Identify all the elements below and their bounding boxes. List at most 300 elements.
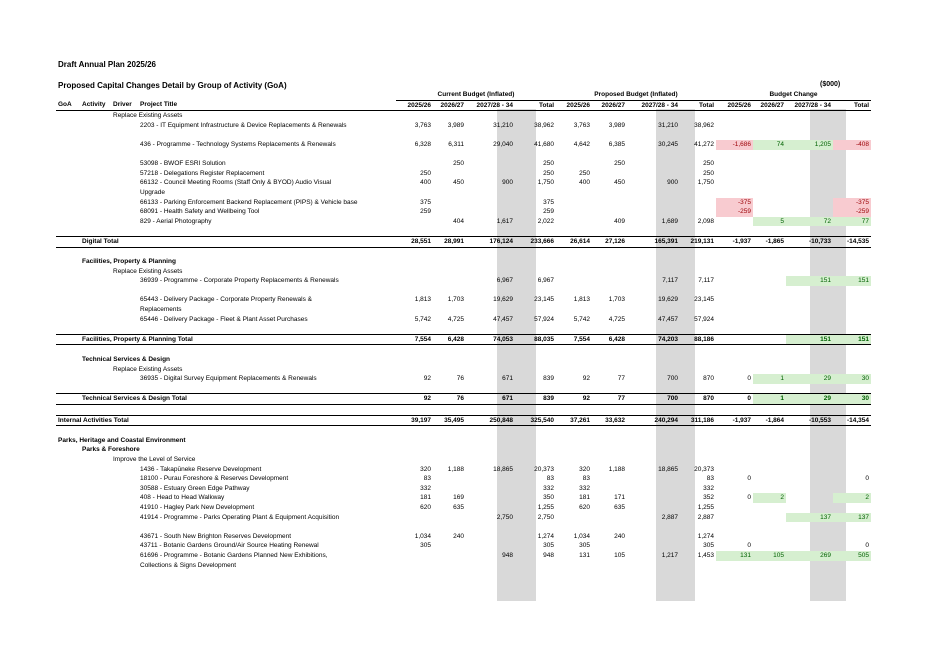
change-value (786, 315, 833, 325)
proposed-value: 240,294 (627, 415, 680, 426)
change-value: 74 (753, 140, 786, 150)
proposed-value (627, 305, 680, 315)
row-label: 2203 - IT Equipment Infrastructure & Device Replacements & Renewals (140, 121, 347, 129)
current-value (466, 541, 515, 551)
current-value (433, 513, 466, 523)
current-value (466, 169, 515, 179)
col-current-total: Total (515, 100, 556, 111)
current-value: 900 (502, 179, 513, 187)
proposed-value (556, 198, 592, 208)
row-label: Facilities, Property & Planning (82, 258, 176, 266)
current-value (466, 455, 515, 465)
proposed-value: 311,186 (680, 415, 716, 426)
budget-change-header: Budget Change (716, 90, 871, 100)
change-value (716, 436, 753, 446)
change-value (716, 169, 753, 179)
current-value (396, 276, 433, 286)
proposed-value: 92 (556, 394, 592, 405)
current-value: 1,617 (496, 217, 513, 225)
current-value: 1,750 (537, 179, 554, 187)
current-value (433, 455, 466, 465)
current-value: 1,813 (414, 296, 431, 304)
current-value (396, 355, 433, 365)
change-value (716, 503, 753, 513)
current-value (466, 257, 515, 267)
proposed-value: 320 (579, 465, 590, 473)
proposed-value: 165,391 (627, 236, 680, 247)
current-value (433, 198, 466, 208)
section-row (56, 257, 871, 267)
table-row (56, 474, 871, 484)
proposed-value: 23,145 (694, 296, 714, 304)
proposed-value: 1,255 (697, 503, 714, 511)
change-value (716, 305, 753, 315)
current-value (433, 267, 466, 277)
current-value: 31,210 (493, 121, 513, 129)
table-row (56, 493, 871, 503)
proposed-value (627, 207, 680, 217)
change-value: -1,937 (716, 236, 753, 247)
current-value: 325,540 (515, 415, 556, 426)
proposed-value: 88,186 (680, 334, 716, 345)
change-value (786, 295, 833, 305)
change-value (786, 365, 833, 375)
current-value: 240 (453, 532, 464, 540)
change-value (716, 178, 753, 188)
change-value (716, 276, 753, 286)
current-value (466, 561, 515, 571)
row-label: 43671 - South New Brighton Reserves Development (140, 532, 292, 540)
change-value (716, 561, 753, 571)
change-value (833, 465, 871, 475)
proposed-value: 250 (614, 160, 625, 168)
proposed-value: 83 (582, 475, 590, 483)
current-value: 39,197 (396, 415, 433, 426)
proposed-value: 105 (614, 551, 625, 559)
table-row (56, 315, 871, 325)
proposed-value (627, 169, 680, 179)
proposed-value (627, 111, 680, 121)
proposed-value: 41,272 (694, 140, 714, 148)
proposed-value: 352 (703, 494, 714, 502)
current-value: 635 (453, 503, 464, 511)
proposed-value (592, 436, 627, 446)
total-row (56, 415, 871, 426)
change-value (786, 188, 833, 198)
row-label: 30588 - Estuary Green Edge Pathway (140, 484, 250, 492)
row-label: Parks, Heritage and Coastal Environment (58, 436, 186, 444)
current-value: 169 (453, 494, 464, 502)
row-label: 65443 - Delivery Package - Corporate Property Renewals & (140, 296, 312, 304)
row-label: 36935 - Digital Survey Equipment Replacements & Renewals (140, 375, 317, 383)
col-current-2026: 2026/27 (433, 100, 466, 111)
change-value (753, 484, 786, 494)
change-value (753, 305, 786, 315)
change-value: 505 (833, 551, 871, 561)
change-value (786, 455, 833, 465)
proposed-value (592, 188, 627, 198)
change-value (716, 315, 753, 325)
change-value: 72 (786, 217, 833, 227)
proposed-value (556, 267, 592, 277)
change-value: -10,553 (786, 415, 833, 426)
proposed-value (627, 561, 680, 571)
proposed-value: 305 (579, 542, 590, 550)
proposed-value (592, 169, 627, 179)
current-value (396, 455, 433, 465)
proposed-value: 171 (614, 494, 625, 502)
proposed-value: 18,865 (658, 465, 678, 473)
current-value (396, 257, 433, 267)
proposed-value: 450 (614, 179, 625, 187)
proposed-value (680, 355, 716, 365)
change-value: 269 (786, 551, 833, 561)
column-header-row (56, 100, 871, 111)
change-value (753, 295, 786, 305)
change-value (753, 513, 786, 523)
current-value: 6,967 (496, 277, 513, 285)
proposed-value: 250 (703, 160, 714, 168)
spacer-row (56, 522, 871, 532)
table-body (56, 90, 871, 570)
current-value (396, 217, 433, 227)
proposed-value (627, 267, 680, 277)
change-value: -10,733 (786, 236, 833, 247)
proposed-budget-header: Proposed Budget (Inflated) (556, 90, 716, 100)
current-value (515, 455, 556, 465)
change-value (786, 474, 833, 484)
current-value: 250 (420, 169, 431, 177)
current-value (433, 445, 466, 455)
change-value: 29 (786, 374, 833, 384)
proposed-value (556, 445, 592, 455)
change-value (786, 267, 833, 277)
current-budget-header: Current Budget (Inflated) (396, 90, 556, 100)
row-label: Internal Activities Total (56, 415, 396, 426)
table-row (56, 276, 871, 286)
section-row (56, 267, 871, 277)
row-label: Facilities, Property & Planning Total (80, 334, 396, 345)
row-label: 1436 - Takapūneke Reserve Development (140, 465, 262, 473)
row-label: Parks & Foreshore (82, 446, 140, 454)
change-value: -259 (716, 207, 753, 217)
proposed-value: 1,217 (661, 551, 678, 559)
change-value: 105 (753, 551, 786, 561)
proposed-value (592, 305, 627, 315)
change-value (753, 503, 786, 513)
current-value: 74,053 (466, 334, 515, 345)
table-row (56, 295, 871, 305)
current-value (515, 445, 556, 455)
change-value (833, 159, 871, 169)
proposed-value (627, 159, 680, 169)
current-value (466, 484, 515, 494)
proposed-value: 1,689 (661, 217, 678, 225)
proposed-value: 2,098 (697, 217, 714, 225)
proposed-value (627, 484, 680, 494)
change-value (716, 257, 753, 267)
change-value (833, 315, 871, 325)
change-value: 1 (753, 394, 786, 405)
spacer-row (56, 384, 871, 394)
current-value (396, 267, 433, 277)
current-value: 76 (433, 394, 466, 405)
current-value: 1,188 (447, 465, 464, 473)
change-value: -375 (833, 198, 871, 208)
change-value (716, 159, 753, 169)
change-value: -1,865 (753, 236, 786, 247)
col-activity: Activity (80, 100, 111, 111)
change-value (786, 503, 833, 513)
current-value (466, 305, 515, 315)
table-row (56, 465, 871, 475)
table-row (56, 159, 871, 169)
proposed-value: 332 (703, 484, 714, 492)
proposed-value (592, 267, 627, 277)
proposed-value (592, 207, 627, 217)
current-value: 83 (546, 475, 554, 483)
row-label: 61696 - Programme - Botanic Gardens Planned New Exhibitions, (140, 551, 328, 559)
proposed-value (556, 111, 592, 121)
proposed-value (627, 474, 680, 484)
proposed-value: 33,632 (592, 415, 627, 426)
change-value (753, 267, 786, 277)
current-value (515, 436, 556, 446)
current-value: 20,373 (534, 465, 554, 473)
proposed-value (627, 493, 680, 503)
current-value: 250 (543, 169, 554, 177)
change-value: 137 (786, 513, 833, 523)
proposed-value: 181 (579, 494, 590, 502)
row-label: Replacements (140, 306, 182, 314)
proposed-value: 2,887 (661, 513, 678, 521)
change-value: -375 (716, 198, 753, 208)
proposed-value (592, 445, 627, 455)
current-value (466, 436, 515, 446)
change-value (833, 267, 871, 277)
current-value (396, 551, 433, 561)
change-value: 0 (865, 475, 869, 483)
capital-changes-table (56, 90, 871, 570)
proposed-value: 3,989 (608, 121, 625, 129)
proposed-value: 870 (703, 375, 714, 383)
proposed-value: 2,887 (697, 513, 714, 521)
current-value (433, 257, 466, 267)
current-value: 57,924 (534, 315, 554, 323)
current-value: 350 (543, 494, 554, 502)
current-value: 3,763 (414, 121, 431, 129)
row-label: Upgrade (140, 188, 165, 196)
proposed-value (556, 305, 592, 315)
change-value (786, 465, 833, 475)
current-value (466, 493, 515, 503)
proposed-value (627, 532, 680, 542)
row-label: 66133 - Parking Enforcement Backend Replacement (PIPS) & Vehicle base (140, 198, 358, 206)
current-value (515, 188, 556, 198)
spacer-row (56, 247, 871, 257)
change-value (753, 436, 786, 446)
table-row (56, 188, 871, 198)
proposed-value (680, 188, 716, 198)
change-value (833, 455, 871, 465)
proposed-value (556, 207, 592, 217)
change-value (753, 445, 786, 455)
proposed-value: 240 (614, 532, 625, 540)
table-row (56, 140, 871, 150)
proposed-value: 219,131 (680, 236, 716, 247)
current-value (396, 365, 433, 375)
change-value: 1 (753, 374, 786, 384)
current-value: 7,554 (396, 334, 433, 345)
current-value: 620 (420, 503, 431, 511)
current-value: 19,629 (493, 296, 513, 304)
change-value (833, 355, 871, 365)
proposed-value: 47,457 (658, 315, 678, 323)
proposed-value: 74,203 (627, 334, 680, 345)
change-value: 5 (753, 217, 786, 227)
current-value: 305 (543, 542, 554, 550)
proposed-value: 1,274 (697, 532, 714, 540)
change-value (753, 257, 786, 267)
current-value (466, 474, 515, 484)
row-label: Replace Existing Assets (113, 112, 183, 120)
table-row (56, 178, 871, 188)
change-value (786, 305, 833, 315)
current-value: 1,274 (537, 532, 554, 540)
change-value: 2 (833, 493, 871, 503)
change-value: -259 (833, 207, 871, 217)
current-value: 38,962 (534, 121, 554, 129)
current-value (466, 111, 515, 121)
change-value (833, 532, 871, 542)
table-row (56, 305, 871, 315)
change-value (753, 455, 786, 465)
current-value: 404 (453, 217, 464, 225)
change-value: 29 (786, 394, 833, 405)
change-value: 0 (747, 475, 751, 483)
proposed-value: 250 (579, 169, 590, 177)
current-value: 4,725 (447, 315, 464, 323)
change-value (716, 355, 753, 365)
current-value: 259 (420, 208, 431, 216)
current-value (433, 355, 466, 365)
proposed-value: 7,554 (556, 334, 592, 345)
col-driver: Driver (111, 100, 138, 111)
proposed-value: 635 (614, 503, 625, 511)
change-value (716, 188, 753, 198)
change-value (786, 207, 833, 217)
change-value (786, 484, 833, 494)
proposed-value (627, 365, 680, 375)
change-value: -14,354 (833, 415, 871, 426)
table-row (56, 532, 871, 542)
row-label: 41910 - Hagley Park New Development (140, 503, 255, 511)
change-value (786, 436, 833, 446)
current-value (396, 188, 433, 198)
proposed-value: 30,245 (658, 140, 678, 148)
proposed-value (556, 455, 592, 465)
proposed-value: 1,703 (608, 296, 625, 304)
current-value: 6,311 (448, 140, 464, 148)
spacer-row (56, 286, 871, 296)
proposed-value (680, 365, 716, 375)
group-header-row (56, 90, 871, 100)
current-value: 320 (420, 465, 431, 473)
current-value (396, 305, 433, 315)
proposed-value (592, 257, 627, 267)
proposed-value (592, 455, 627, 465)
current-value: 259 (543, 208, 554, 216)
row-label: 66132 - Council Meeting Rooms (Staff Only & BYOD) Audio Visual (140, 179, 332, 187)
current-value (515, 561, 556, 571)
change-value (753, 121, 786, 131)
current-value: 92 (396, 394, 433, 405)
current-value: 5,742 (414, 315, 431, 323)
row-label: 53098 - BWOF ESRI Solution (140, 160, 226, 168)
proposed-value (680, 445, 716, 455)
current-value: 375 (420, 198, 431, 206)
row-label: 41914 - Programme - Parks Operating Plant & Equipment Acquisition (140, 513, 340, 521)
row-label: 43711 - Botanic Gardens Ground/Air Source Heating Renewal (140, 542, 319, 550)
change-value: 2 (753, 493, 786, 503)
proposed-value (680, 305, 716, 315)
row-label: 57218 - Delegations Register Replacement (140, 169, 265, 177)
change-value (833, 305, 871, 315)
col-proposed-2026: 2026/27 (592, 100, 627, 111)
change-value (786, 198, 833, 208)
proposed-value: 700 (627, 394, 680, 405)
change-value (753, 532, 786, 542)
row-label: 408 - Head to Head Walkway (140, 494, 225, 502)
current-value: 671 (466, 394, 515, 405)
change-value (716, 484, 753, 494)
current-value: 41,680 (534, 140, 554, 148)
change-value: 137 (833, 513, 871, 523)
current-value: 28,991 (433, 236, 466, 247)
proposed-value: 1,813 (573, 296, 590, 304)
proposed-value: 131 (579, 551, 590, 559)
proposed-value (680, 561, 716, 571)
proposed-value (627, 503, 680, 513)
row-label: Replace Existing Assets (113, 267, 183, 275)
change-value (753, 315, 786, 325)
spacer-row (56, 130, 871, 140)
proposed-value: 305 (703, 542, 714, 550)
proposed-value: 700 (667, 375, 678, 383)
proposed-value: 27,126 (592, 236, 627, 247)
change-value (716, 513, 753, 523)
row-label: 36939 - Programme - Corporate Property Replacements & Renewals (140, 277, 339, 285)
change-value (716, 121, 753, 131)
proposed-value (556, 159, 592, 169)
proposed-value: 1,188 (608, 465, 625, 473)
proposed-value: 620 (579, 503, 590, 511)
proposed-value (627, 188, 680, 198)
proposed-value (556, 436, 592, 446)
change-value (753, 207, 786, 217)
current-value (396, 561, 433, 571)
proposed-value (627, 445, 680, 455)
change-value (833, 484, 871, 494)
change-value: -14,535 (833, 236, 871, 247)
col-goa: GoA (56, 100, 80, 111)
change-value (833, 436, 871, 446)
current-value (466, 188, 515, 198)
current-value (466, 503, 515, 513)
current-value: 250,848 (466, 415, 515, 426)
change-value (833, 121, 871, 131)
proposed-value: 92 (582, 375, 590, 383)
